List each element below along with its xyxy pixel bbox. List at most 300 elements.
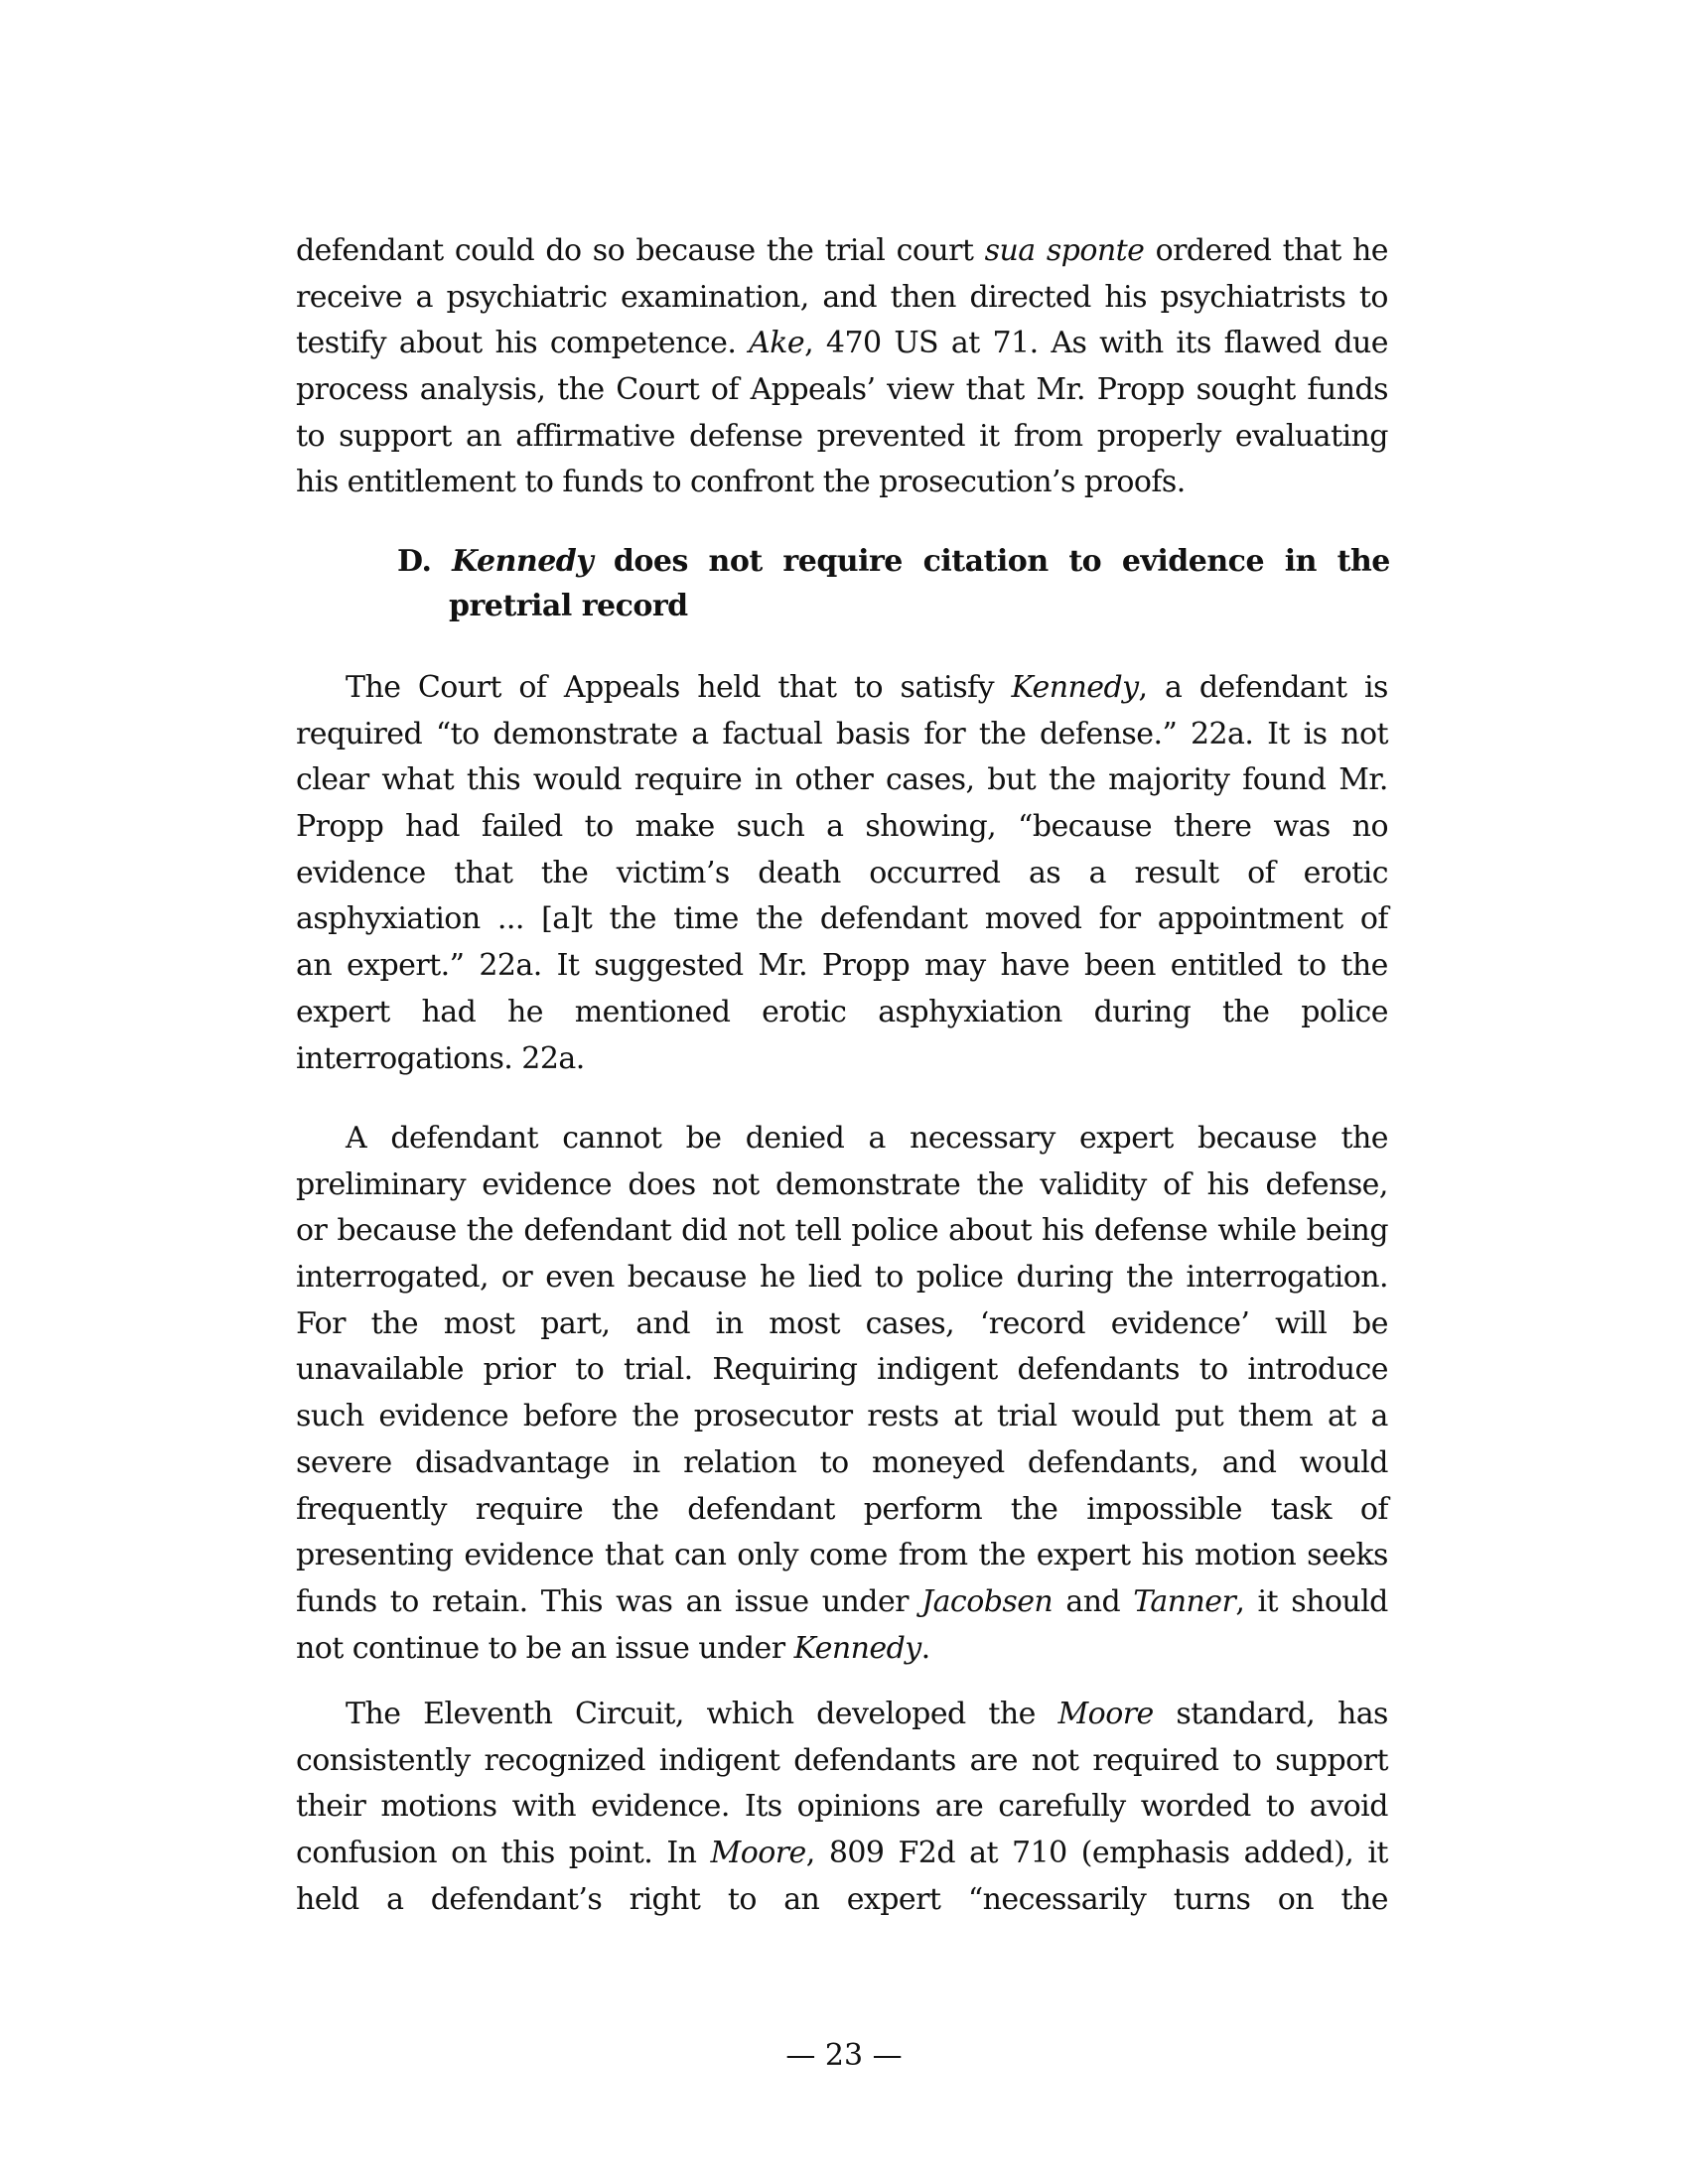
word: [1174, 804, 1251, 851]
word: [575, 1347, 604, 1394]
word-text: showing,: [865, 809, 997, 845]
word-text: a: [826, 809, 844, 845]
word: [405, 804, 460, 851]
word: [296, 1162, 466, 1209]
word: [866, 1301, 954, 1348]
word-text: in: [754, 762, 782, 798]
word: [609, 896, 655, 943]
word-text: erotic: [762, 994, 847, 1029]
word: [575, 1692, 684, 1738]
word: [756, 896, 802, 943]
word-text: this: [466, 762, 521, 798]
word: [877, 1347, 998, 1394]
word-text: US: [894, 326, 939, 361]
word: [686, 1116, 722, 1162]
word-text: because: [337, 1213, 457, 1249]
word: [652, 460, 681, 506]
word-text: it: [979, 418, 1000, 454]
word: [1081, 1831, 1230, 1877]
word: [1029, 851, 1060, 897]
word-text: 809: [828, 1836, 885, 1871]
word: [523, 1208, 671, 1255]
word: [541, 896, 592, 943]
word: [1018, 804, 1152, 851]
word: [296, 851, 426, 897]
word: [296, 414, 325, 461]
word: [1175, 1394, 1223, 1440]
paragraph-kennedy-holding: [296, 665, 1388, 1082]
word: [760, 1255, 795, 1301]
word-text: because: [627, 1260, 747, 1296]
word-text: interrogation.: [1186, 1260, 1388, 1296]
word: [738, 1208, 785, 1255]
word: [886, 757, 974, 804]
word-text: with: [511, 1789, 577, 1825]
word: [1036, 367, 1085, 414]
word: [296, 1440, 392, 1487]
word: [451, 1831, 487, 1877]
word-text: the: [1340, 1121, 1388, 1156]
word-text: to: [819, 1444, 849, 1480]
word: [809, 1533, 888, 1579]
word-text: right: [629, 1881, 701, 1917]
word-text: his: [1141, 1538, 1185, 1573]
word: [1222, 1440, 1277, 1487]
word: [1094, 1208, 1207, 1255]
word-text: most: [443, 1305, 515, 1341]
word: [1032, 1738, 1079, 1785]
word-text: are: [969, 1742, 1018, 1778]
word: [296, 367, 408, 414]
heading-word: evidence: [1121, 544, 1265, 579]
word: [910, 1116, 1055, 1162]
word-text: of: [1247, 855, 1276, 890]
word: [1097, 367, 1185, 414]
word: [337, 1208, 456, 1255]
word-text: to: [874, 1260, 904, 1296]
word: [1206, 1162, 1249, 1209]
word-text: the: [1126, 1260, 1174, 1296]
word: [1364, 665, 1388, 712]
word: [767, 228, 813, 275]
word: [969, 1831, 998, 1877]
word: [1307, 1533, 1388, 1579]
word-text: them: [1237, 1399, 1314, 1434]
word: [296, 1036, 512, 1083]
word: [390, 1116, 538, 1162]
word-text: the: [1048, 762, 1096, 798]
word-text: evidence: [482, 1166, 613, 1202]
word: [1224, 321, 1322, 367]
word-text: under: [698, 1630, 785, 1666]
word: [296, 1301, 346, 1348]
word: [916, 1255, 1004, 1301]
word-text: psychiatric: [446, 279, 608, 315]
word-text: 470: [825, 326, 882, 361]
paragraph-eleventh-circuit: [296, 1692, 1388, 1923]
word-text: the: [1222, 994, 1270, 1029]
italic-citation: sponte: [1046, 233, 1145, 268]
word-text: prevented: [816, 418, 965, 454]
word-text: affirmative: [515, 418, 675, 454]
text-line: [296, 896, 1388, 943]
word: [1334, 321, 1388, 367]
word-text: should: [1291, 1583, 1388, 1619]
word-text: required: [296, 716, 423, 751]
word: [512, 1784, 576, 1831]
word: [616, 1626, 690, 1673]
word: [1304, 712, 1328, 758]
word: [825, 228, 886, 275]
word-text: examination,: [621, 279, 809, 315]
word-text: It: [556, 948, 580, 984]
word-text: evidence’: [1110, 1305, 1250, 1341]
italic-citation: Ake: [749, 326, 805, 361]
word: [523, 1394, 618, 1440]
heading-word: in: [1284, 544, 1317, 579]
word-text: confusion: [296, 1836, 438, 1871]
word-text: that: [454, 855, 513, 890]
word: [716, 1301, 744, 1348]
word-text: do: [545, 233, 582, 268]
word: [794, 1626, 930, 1673]
word: [794, 1208, 841, 1255]
word-text: defense: [1093, 1213, 1208, 1249]
word-text: to: [584, 809, 614, 845]
word-text: to: [727, 1881, 757, 1917]
word-text: require: [475, 1491, 584, 1527]
word: [521, 1036, 584, 1083]
word-text: to: [389, 1583, 419, 1619]
word-text: testify: [296, 326, 387, 361]
word: [571, 1626, 607, 1673]
word-text: ordered: [1155, 233, 1272, 268]
word-text: unavailable: [296, 1352, 464, 1388]
word-text: The: [346, 670, 401, 705]
word-text: defendant’s: [430, 1881, 603, 1917]
word-text: impossible: [1086, 1491, 1242, 1527]
word: [758, 851, 840, 897]
word-text: on: [1277, 1881, 1315, 1917]
word-text: police: [915, 1260, 1004, 1296]
word-text: have: [1000, 948, 1070, 984]
word-text: view: [887, 372, 954, 408]
word: [296, 1877, 359, 1924]
word-text: the: [611, 1491, 659, 1527]
word-text: to: [853, 670, 884, 705]
word: [953, 1394, 982, 1440]
word-text: factual: [722, 716, 823, 751]
word: [977, 1162, 1024, 1209]
word-text: seeks: [1307, 1538, 1388, 1573]
word-text: of: [1359, 901, 1388, 937]
word: [1307, 367, 1388, 414]
word-text: most: [769, 1305, 840, 1341]
word-text: confront: [690, 465, 814, 500]
word-text: the: [540, 855, 589, 890]
word: [616, 367, 699, 414]
word-text: evaluating: [1234, 418, 1388, 454]
word-text: require: [633, 762, 743, 798]
text-line: [296, 712, 1388, 758]
word-text: evidence: [378, 1399, 509, 1434]
word: [431, 1877, 603, 1924]
word: [1273, 804, 1330, 851]
word-text: to: [524, 465, 554, 500]
word: [296, 757, 369, 804]
word-text: This: [540, 1583, 603, 1619]
word-text: prosecution’s: [879, 465, 1075, 500]
word-text: Propp: [1096, 372, 1185, 408]
word-text: funds: [296, 1583, 377, 1619]
word: [985, 896, 1082, 943]
word-text: required: [1092, 1742, 1219, 1778]
text-line: [296, 665, 1388, 712]
word-text: had: [405, 809, 460, 845]
word: [1011, 665, 1147, 712]
word-text: Mr.: [758, 948, 808, 984]
word: [746, 1116, 845, 1162]
word: [1000, 943, 1069, 990]
word-text: opinions: [796, 1789, 920, 1825]
word-text: his: [1104, 279, 1147, 315]
word-text: or: [296, 1213, 328, 1249]
word-text: standard,: [1176, 1697, 1316, 1731]
word-text: was: [616, 1583, 673, 1619]
word: [826, 804, 843, 851]
word-text: prosecutor: [693, 1399, 853, 1434]
word-text: indigent: [658, 1742, 780, 1778]
word: [712, 1162, 760, 1209]
word: [339, 414, 452, 461]
word-text: about: [398, 326, 483, 361]
word-text: developed: [816, 1697, 966, 1731]
word-text: preliminary: [296, 1166, 466, 1202]
word: [891, 275, 956, 322]
word-text: mentioned: [574, 994, 731, 1029]
word: [564, 665, 680, 712]
word-text: indigent: [877, 1352, 998, 1388]
paragraph-defendant-cannot-be-denied: [296, 1116, 1388, 1672]
word: [346, 1692, 400, 1738]
word: [1089, 851, 1106, 897]
word: [751, 367, 876, 414]
word: [1133, 1579, 1244, 1626]
word: [1126, 1255, 1173, 1301]
word: [1156, 228, 1272, 275]
word-text: defendant: [296, 233, 444, 268]
word-text: expert: [1036, 1538, 1131, 1573]
word-text: be: [525, 1630, 562, 1666]
word: [728, 1877, 757, 1924]
word: [1014, 414, 1083, 461]
word: [769, 1301, 840, 1348]
text-line: [296, 1208, 1388, 1255]
word: [822, 943, 910, 990]
word: [1049, 757, 1095, 804]
text-line: [296, 1784, 1388, 1831]
word-text: Mr.: [1338, 762, 1388, 798]
word: [822, 275, 877, 322]
text-line: [296, 1255, 1388, 1301]
word: [348, 460, 516, 506]
word-text: expert.”: [346, 948, 465, 984]
word-text: did: [681, 1213, 728, 1249]
paragraph-continued: [296, 228, 1388, 506]
word: [296, 460, 339, 506]
word: [526, 1626, 562, 1673]
text-line: [296, 1692, 1388, 1738]
word-text: sought: [1196, 372, 1296, 408]
word: [594, 943, 743, 990]
word-text: 71.: [992, 326, 1039, 361]
word: [296, 1255, 489, 1301]
word: [296, 943, 332, 990]
word: [467, 1208, 513, 1255]
word: [545, 228, 581, 275]
word-text: the: [466, 1213, 514, 1249]
word-text: he: [507, 994, 544, 1029]
word: [985, 228, 1036, 275]
word-text: task: [1270, 1491, 1333, 1527]
word-text: not: [711, 1166, 760, 1202]
italic-citation: Jacobsen: [921, 1583, 1054, 1619]
text-line: [296, 414, 1388, 461]
section-heading-line-1: [397, 539, 1390, 584]
word-text: failed: [481, 809, 563, 845]
word: [540, 1301, 610, 1348]
word-text: defendants: [1017, 1352, 1180, 1388]
word-text: flawed: [1223, 326, 1322, 361]
word: [1099, 896, 1141, 943]
word: [1291, 1579, 1388, 1626]
word: [1028, 1440, 1199, 1487]
word-text: for: [1098, 901, 1141, 937]
word-text: Court: [417, 670, 501, 705]
word-text: motions: [380, 1789, 497, 1825]
word: [1016, 1255, 1113, 1301]
word: [879, 460, 1075, 506]
word-text: their: [296, 1789, 366, 1825]
word-text: and: [635, 1305, 690, 1341]
word: [1217, 1208, 1296, 1255]
word-text: at: [953, 1399, 983, 1434]
word: [722, 712, 822, 758]
word: [1097, 414, 1221, 461]
word: [1171, 943, 1283, 990]
word: [1017, 1347, 1180, 1394]
word-text: an: [466, 418, 502, 454]
word-text: from: [1013, 418, 1083, 454]
word: [399, 321, 483, 367]
word: [1196, 367, 1296, 414]
word: [794, 757, 873, 804]
page-number: — 23 —: [785, 2038, 903, 2073]
word: [1352, 804, 1388, 851]
word-text: such: [296, 1399, 364, 1434]
text-line: [296, 321, 1388, 367]
word-text: victim’s: [616, 855, 730, 890]
word: [346, 1116, 366, 1162]
word: [507, 990, 543, 1036]
word-text: trial: [824, 233, 886, 268]
word-text: not: [1340, 716, 1388, 751]
word: [1278, 1877, 1314, 1924]
word: [673, 896, 739, 943]
word-text: The: [346, 1697, 401, 1731]
word: [296, 990, 390, 1036]
word: [987, 757, 1036, 804]
word: [1244, 1831, 1354, 1877]
word: [1051, 321, 1086, 367]
word-text: of: [518, 670, 547, 705]
word: [1163, 1162, 1191, 1209]
word-text: its: [1176, 326, 1211, 361]
word-text: an: [570, 1630, 607, 1666]
word-text: be: [1352, 1305, 1388, 1341]
word-text: relation: [683, 1444, 797, 1480]
word-text: of: [1163, 1166, 1192, 1202]
word-text: moved: [984, 901, 1082, 937]
word-text: to: [1265, 1789, 1295, 1825]
word-text: to: [488, 1630, 517, 1666]
italic-citation: Moore: [710, 1836, 806, 1871]
word-text: moneyed: [871, 1444, 1005, 1480]
word: [605, 1533, 663, 1579]
section-heading-line-2: pretrial record: [449, 589, 688, 623]
heading-word: require: [782, 544, 903, 579]
word-text: expert: [846, 1881, 941, 1917]
word-text: is: [1303, 716, 1328, 751]
word: [633, 1394, 679, 1440]
word: [707, 1692, 794, 1738]
word: [464, 1533, 594, 1579]
word: [346, 665, 400, 712]
word: [296, 321, 386, 367]
word-text: lied: [807, 1260, 862, 1296]
word: [569, 1831, 652, 1877]
word-text: that: [1282, 233, 1341, 268]
word-text: as: [1028, 855, 1061, 890]
word: [755, 757, 782, 804]
word: [296, 1208, 327, 1255]
word: [476, 1487, 583, 1534]
word-text: that: [777, 670, 837, 705]
word-text: cannot: [562, 1121, 662, 1156]
word-text: being: [1306, 1213, 1388, 1249]
word: [817, 414, 965, 461]
word: [296, 712, 422, 758]
text-line: [296, 1036, 1388, 1083]
section-heading-d: [397, 539, 1390, 628]
word-text: but: [987, 762, 1037, 798]
section-heading-label: D.: [397, 544, 432, 579]
word: [533, 757, 622, 804]
word: [524, 460, 553, 506]
word-text: consistently: [296, 1742, 471, 1778]
word-text: his: [1042, 1213, 1084, 1249]
word-text: ,: [805, 1836, 815, 1871]
word: [1298, 943, 1327, 990]
word: [697, 665, 761, 712]
word-text: For: [296, 1305, 346, 1341]
word: [621, 275, 809, 322]
word: [591, 1784, 730, 1831]
word: [296, 896, 481, 943]
word-text: under: [821, 1583, 909, 1619]
word-text: ,: [1138, 670, 1148, 705]
word-text: cases,: [886, 762, 975, 798]
